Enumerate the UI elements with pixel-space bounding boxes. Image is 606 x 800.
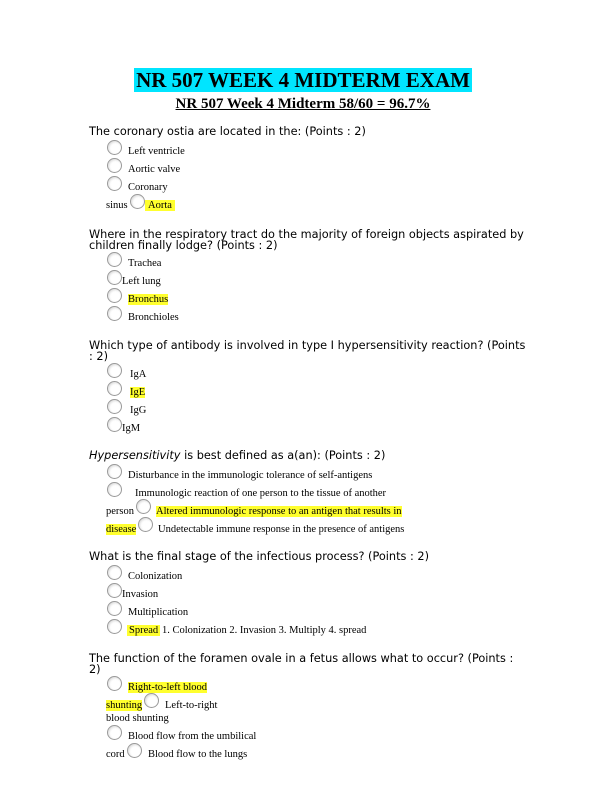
q5-note: 1. Colonization 2. Invasion 3. Multiply 4. spread	[162, 625, 367, 636]
question-3-prompt-line1: Which type of antibody is involved in type I hypersensitivity reaction? (Points	[89, 339, 526, 352]
page-subtitle: NR 507 Week 4 Midterm 58/60 = 96.7%	[175, 96, 431, 112]
q6-option-2-radio[interactable]	[144, 693, 159, 708]
q1-option-2-label: Aortic valve	[128, 164, 181, 175]
question-2-prompt-line1: Where in the respiratory tract do the majority of foreign objects aspirated by	[89, 228, 524, 241]
q4-option-4-radio[interactable]	[138, 517, 153, 532]
q1-correct-answer: Aorta	[145, 200, 175, 211]
q4-option-1-label: Disturbance in the immunologic tolerance of self-antigens	[128, 470, 373, 481]
q4-option-3-radio[interactable]	[136, 499, 151, 514]
q2-option-4-label: Bronchioles	[128, 312, 179, 323]
q3-option-1-radio[interactable]	[107, 363, 122, 378]
q5-correct-answer: Spread	[129, 625, 159, 636]
q5-option-3-radio[interactable]	[107, 601, 122, 616]
question-5-prompt: What is the final stage of the infectious process? (Points : 2)	[89, 550, 429, 563]
q2-option-1-label: Trachea	[128, 258, 162, 269]
q5-option-1-radio[interactable]	[107, 565, 122, 580]
q2-option-2-radio[interactable]	[107, 270, 122, 285]
q5-option-2-radio[interactable]	[107, 583, 122, 598]
q4-correct-answer: Altered immunologic response to an antigen that results in	[156, 506, 402, 517]
question-1-prompt: The coronary ostia are located in the: (Points : 2)	[89, 125, 366, 138]
page-title: NR 507 WEEK 4 MIDTERM EXAM	[136, 68, 470, 92]
question-2-prompt-line2: children finally lodge? (Points : 2)	[89, 239, 278, 252]
q1-option-3-radio[interactable]	[107, 176, 122, 191]
q5-option-1-label: Colonization	[128, 571, 183, 582]
q4-option-4-label: Undetectable immune response in the presence of antigens	[158, 524, 405, 535]
q6-option-3-radio[interactable]	[107, 725, 122, 740]
q6-correct-answer: Right-to-left blood	[128, 682, 208, 693]
q4-option-1-radio[interactable]	[107, 464, 122, 479]
question-4-prompt: Hypersensitivity is best defined as a(an): (Points : 2)	[89, 449, 386, 462]
q4-option-2-radio[interactable]	[107, 482, 122, 497]
q2-option-1-radio[interactable]	[107, 252, 122, 267]
q5-option-2-label: Invasion	[122, 589, 159, 600]
q6-option-3-label-cont: cord	[106, 749, 125, 760]
question-3-prompt-line2: : 2)	[89, 350, 108, 363]
q2-correct-answer: Bronchus	[128, 294, 169, 305]
q1-option-3-label-cont: sinus	[106, 200, 128, 211]
q1-option-4-radio[interactable]	[130, 194, 145, 209]
q3-option-1-label: IgA	[130, 369, 147, 380]
q4-correct-answer-cont: disease	[106, 524, 137, 535]
q3-correct-answer: IgE	[130, 387, 146, 398]
q6-option-4-label: Blood flow to the lungs	[148, 749, 248, 760]
q4-option-2-label: Immunologic reaction of one person to the tissue of another	[135, 488, 387, 499]
question-6-prompt-line2: 2)	[89, 663, 101, 676]
q1-option-2-radio[interactable]	[107, 158, 122, 173]
q6-correct-answer-cont: shunting	[106, 700, 143, 711]
q2-option-2-label: Left lung	[122, 276, 161, 287]
q1-option-1-radio[interactable]	[107, 140, 122, 155]
q1-option-1-label: Left ventricle	[128, 146, 185, 157]
q6-option-1-radio[interactable]	[107, 676, 122, 691]
q6-option-2-label: Left-to-right	[165, 700, 218, 711]
q6-option-2-label-cont: blood shunting	[106, 713, 169, 724]
q5-option-3-label: Multiplication	[128, 607, 189, 618]
q1-option-3-label: Coronary	[128, 182, 168, 193]
q6-option-3-label: Blood flow from the umbilical	[128, 731, 257, 742]
q3-option-2-radio[interactable]	[107, 381, 122, 396]
q2-option-3-radio[interactable]	[107, 288, 122, 303]
q3-option-3-label: IgG	[130, 405, 147, 416]
q4-option-2-label-cont: person	[106, 506, 134, 517]
q6-option-4-radio[interactable]	[127, 743, 142, 758]
q3-option-4-radio[interactable]	[107, 417, 122, 432]
question-6-prompt-line1: The function of the foramen ovale in a fetus allows what to occur? (Points :	[89, 652, 514, 665]
q5-option-4-radio[interactable]	[107, 619, 122, 634]
q3-option-3-radio[interactable]	[107, 399, 122, 414]
q2-option-4-radio[interactable]	[107, 306, 122, 321]
q3-option-4-label: IgM	[122, 423, 141, 434]
